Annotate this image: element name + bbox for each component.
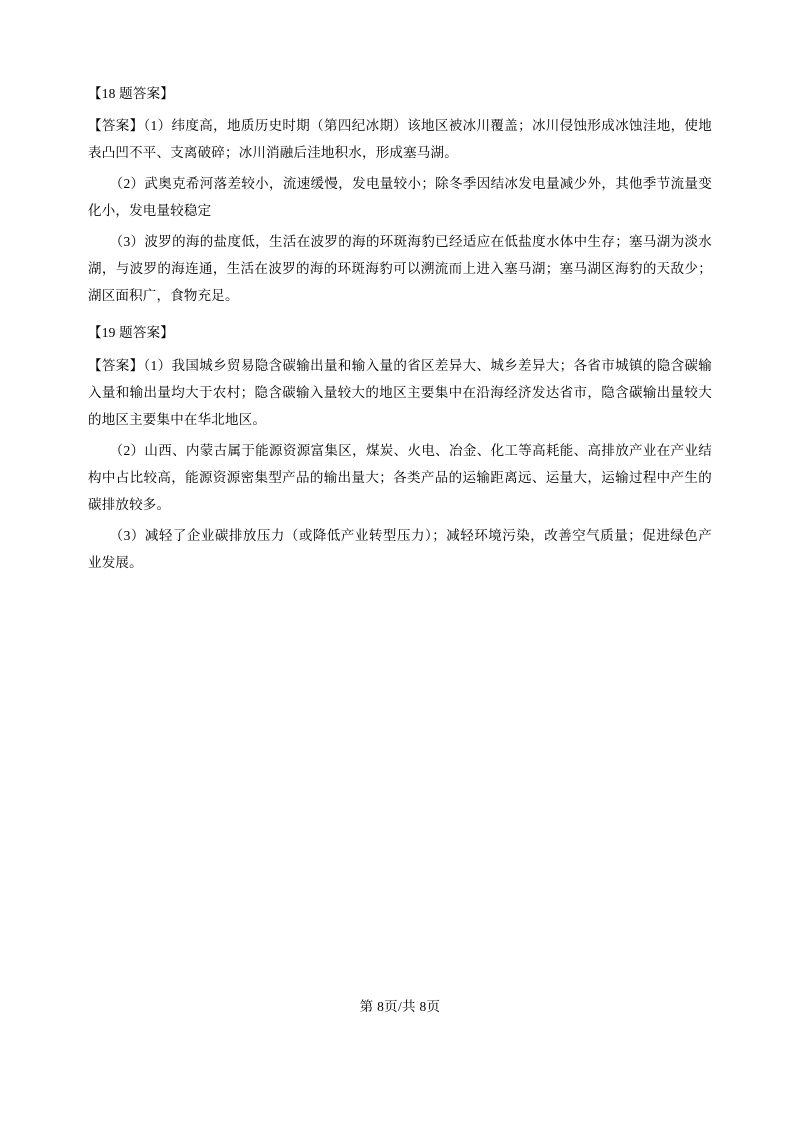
answer-18-part-2: （2）武奥克希河落差较小，流速缓慢，发电量较小；除冬季因结冰发电量减少外，其他季节流量变化小，发电量较稳定 <box>88 176 712 219</box>
answer-18-part-3: （3）波罗的海的盐度低，生活在波罗的海的环斑海豹已经适应在低盐度水体中生存；塞马湖为淡水湖，与波罗的海连通，生活在波罗的海的环斑海豹可以溯流而上进入塞马湖；塞马湖区海豹的天敌少；湖区面积广，食物充足。 <box>88 234 712 304</box>
answer-19-part-1: 【答案】（1）我国城乡贸易隐含碳输出量和输入量的省区差异大、城乡差异大；各省市城镇的隐含碳输入量和输出量均大于农村；隐含碳输入量较大的地区主要集中在沿海经济发达省市，隐含碳输出量较大的地区主要集中在华北地区。 <box>88 357 712 427</box>
section-divider <box>88 313 712 323</box>
answer-19-part-3: （3）减轻了企业碳排放压力（或降低产业转型压力）；减轻环境污染，改善空气质量；促进绿色产业发展。 <box>88 527 712 570</box>
answer-19-part-2: （2）山西、内蒙古属于能源资源富集区，煤炭、火电、冶金、化工等高耗能、高排放产业在产业结构中占比较高，能源资源密集型产品的输出量大；各类产品的运输距离远、运量大，运输过程中产生的碳排放较多。 <box>88 442 712 512</box>
document-body <box>88 84 712 580</box>
answer-18-part-1: 【答案】（1）纬度高，地质历史时期（第四纪冰期）该地区被冰川覆盖；冰川侵蚀形成冰蚀洼地，使地表凸凹不平、支离破碎；冰川消融后洼地积水，形成塞马湖。 <box>88 118 712 161</box>
answer-heading-18: 【18 题答案】 <box>88 86 174 101</box>
page-footer: 第 8页/共 8页 <box>359 999 441 1014</box>
answer-heading-19: 【19 题答案】 <box>88 325 174 341</box>
